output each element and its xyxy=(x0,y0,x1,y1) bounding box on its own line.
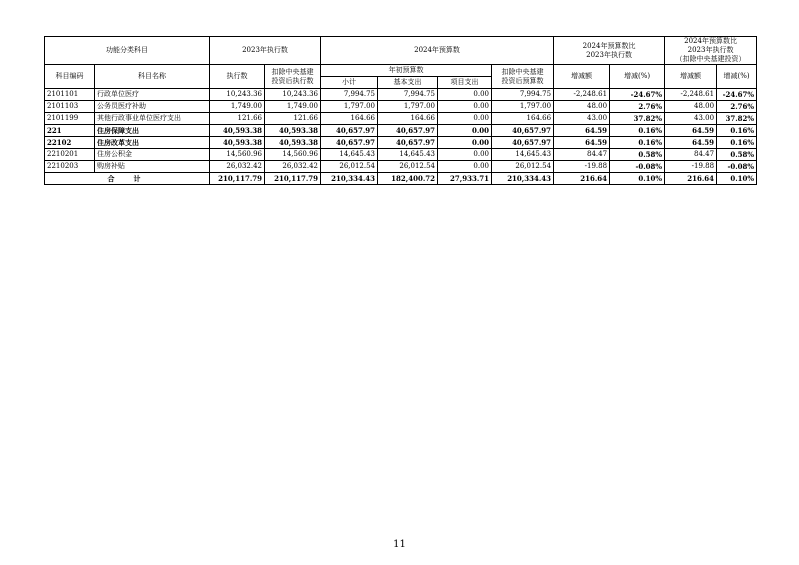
header-exec-excl: 扣除中央基建 投资后执行数 xyxy=(265,65,321,89)
header-basic: 基本支出 xyxy=(378,77,438,89)
cell-pct: -0.08% xyxy=(610,161,665,173)
cell-name: 住房保障支出 xyxy=(95,125,210,137)
cell-name: 住房公积金 xyxy=(95,149,210,161)
table-row xyxy=(45,101,757,113)
table-row xyxy=(45,161,757,173)
total-delta-2: 216.64 xyxy=(665,173,717,185)
cell-subtotal: 14,645.43 xyxy=(321,149,378,161)
cell-exec-excl: 121.66 xyxy=(265,113,321,125)
cell-delta: 43.00 xyxy=(554,113,610,125)
total-label: 合 计 xyxy=(45,173,210,185)
header-project: 项目支出 xyxy=(438,77,492,89)
cell-exec-excl: 26,032.42 xyxy=(265,161,321,173)
cell-exec-excl: 40,593.38 xyxy=(265,125,321,137)
total-subtotal: 210,334.43 xyxy=(321,173,378,185)
total-project: 27,933.71 xyxy=(438,173,492,185)
cell-pct: 37.82% xyxy=(610,113,665,125)
cell-pct-2: 2.76% xyxy=(717,101,757,113)
cell-pct-2: -24.67% xyxy=(717,89,757,101)
total-row xyxy=(45,173,757,185)
table-row xyxy=(45,137,757,149)
cell-pct-2: -0.08% xyxy=(717,161,757,173)
cell-project: 0.00 xyxy=(438,161,492,173)
cell-project: 0.00 xyxy=(438,137,492,149)
cell-exec: 1,749.00 xyxy=(210,101,265,113)
cell-excl-budget: 7,994.75 xyxy=(492,89,554,101)
cell-subtotal: 1,797.00 xyxy=(321,101,378,113)
cell-pct: 0.58% xyxy=(610,149,665,161)
cell-pct-2: 0.16% xyxy=(717,137,757,149)
cell-delta-2: 48.00 xyxy=(665,101,717,113)
cell-code: 2101101 xyxy=(45,89,95,101)
cell-delta: 48.00 xyxy=(554,101,610,113)
table-row xyxy=(45,125,757,137)
total-exec: 210,117.79 xyxy=(210,173,265,185)
cell-project: 0.00 xyxy=(438,101,492,113)
header-row-1 xyxy=(45,37,757,65)
header-pct: 增减(%) xyxy=(610,65,665,89)
cell-exec: 121.66 xyxy=(210,113,265,125)
header-code: 科目编码 xyxy=(45,65,95,89)
cell-excl-budget: 40,657.97 xyxy=(492,137,554,149)
table-row xyxy=(45,113,757,125)
cell-name: 购房补贴 xyxy=(95,161,210,173)
cell-basic: 164.66 xyxy=(378,113,438,125)
cell-pct: 0.16% xyxy=(610,125,665,137)
cell-project: 0.00 xyxy=(438,149,492,161)
header-name: 科目名称 xyxy=(95,65,210,89)
header-compare: 2024年预算数比 2023年执行数 xyxy=(554,37,665,65)
cell-excl-budget: 164.66 xyxy=(492,113,554,125)
cell-exec-excl: 14,560.96 xyxy=(265,149,321,161)
total-pct-2: 0.10% xyxy=(717,173,757,185)
cell-delta: -2,248.61 xyxy=(554,89,610,101)
cell-exec: 14,560.96 xyxy=(210,149,265,161)
total-pct: 0.10% xyxy=(610,173,665,185)
cell-pct-2: 0.16% xyxy=(717,125,757,137)
cell-name: 住房改革支出 xyxy=(95,137,210,149)
cell-exec: 10,243.36 xyxy=(210,89,265,101)
cell-project: 0.00 xyxy=(438,113,492,125)
cell-pct-2: 37.82% xyxy=(717,113,757,125)
cell-pct-2: 0.58% xyxy=(717,149,757,161)
cell-pct: 2.76% xyxy=(610,101,665,113)
cell-basic: 40,657.97 xyxy=(378,137,438,149)
cell-code: 2210203 xyxy=(45,161,95,173)
cell-subtotal: 7,994.75 xyxy=(321,89,378,101)
cell-project: 0.00 xyxy=(438,125,492,137)
cell-code: 221 xyxy=(45,125,95,137)
cell-delta: 84.47 xyxy=(554,149,610,161)
cell-code: 2101103 xyxy=(45,101,95,113)
cell-basic: 26,012.54 xyxy=(378,161,438,173)
header-delta-2: 增减额 xyxy=(665,65,717,89)
header-2023: 2023年执行数 xyxy=(210,37,321,65)
cell-subtotal: 26,012.54 xyxy=(321,161,378,173)
cell-basic: 40,657.97 xyxy=(378,125,438,137)
total-excl-budget: 210,334.43 xyxy=(492,173,554,185)
cell-excl-budget: 26,012.54 xyxy=(492,161,554,173)
cell-subtotal: 40,657.97 xyxy=(321,137,378,149)
header-subtotal: 小计 xyxy=(321,77,378,89)
cell-delta-2: -2,248.61 xyxy=(665,89,717,101)
budget-table xyxy=(44,36,757,185)
cell-pct: 0.16% xyxy=(610,137,665,149)
cell-exec-excl: 40,593.38 xyxy=(265,137,321,149)
header-pct-2: 增减(%) xyxy=(717,65,757,89)
header-category: 功能分类科目 xyxy=(45,37,210,65)
cell-delta-2: 64.59 xyxy=(665,137,717,149)
cell-basic: 1,797.00 xyxy=(378,101,438,113)
cell-subtotal: 40,657.97 xyxy=(321,125,378,137)
cell-delta-2: 64.59 xyxy=(665,125,717,137)
cell-exec-excl: 1,749.00 xyxy=(265,101,321,113)
cell-pct: -24.67% xyxy=(610,89,665,101)
cell-exec: 26,032.42 xyxy=(210,161,265,173)
cell-name: 其他行政事业单位医疗支出 xyxy=(95,113,210,125)
table-row xyxy=(45,149,757,161)
cell-delta-2: 43.00 xyxy=(665,113,717,125)
cell-basic: 7,994.75 xyxy=(378,89,438,101)
header-2024: 2024年预算数 xyxy=(321,37,554,65)
cell-excl-budget: 40,657.97 xyxy=(492,125,554,137)
cell-excl-budget: 1,797.00 xyxy=(492,101,554,113)
cell-excl-budget: 14,645.43 xyxy=(492,149,554,161)
cell-code: 2101199 xyxy=(45,113,95,125)
cell-subtotal: 164.66 xyxy=(321,113,378,125)
page-number: 11 xyxy=(393,539,406,550)
cell-delta-2: -19.88 xyxy=(665,161,717,173)
cell-code: 2210201 xyxy=(45,149,95,161)
header-compare-excl: 2024年预算数比 2023年执行数 （扣除中央基建投资） xyxy=(665,37,757,65)
total-exec-excl: 210,117.79 xyxy=(265,173,321,185)
total-basic: 182,400.72 xyxy=(378,173,438,185)
cell-project: 0.00 xyxy=(438,89,492,101)
cell-delta: -19.88 xyxy=(554,161,610,173)
total-delta: 216.64 xyxy=(554,173,610,185)
header-row-2 xyxy=(45,65,757,77)
cell-exec: 40,593.38 xyxy=(210,125,265,137)
cell-basic: 14,645.43 xyxy=(378,149,438,161)
header-exec: 执行数 xyxy=(210,65,265,89)
cell-delta: 64.59 xyxy=(554,137,610,149)
cell-delta-2: 84.47 xyxy=(665,149,717,161)
cell-code: 22102 xyxy=(45,137,95,149)
cell-name: 行政单位医疗 xyxy=(95,89,210,101)
table-row xyxy=(45,89,757,101)
cell-exec: 40,593.38 xyxy=(210,137,265,149)
header-delta: 增减额 xyxy=(554,65,610,89)
cell-delta: 64.59 xyxy=(554,125,610,137)
header-initial-budget: 年初预算数 xyxy=(321,65,492,77)
header-excl-budget: 扣除中央基建 投资后预算数 xyxy=(492,65,554,89)
cell-name: 公务员医疗补助 xyxy=(95,101,210,113)
cell-exec-excl: 10,243.36 xyxy=(265,89,321,101)
